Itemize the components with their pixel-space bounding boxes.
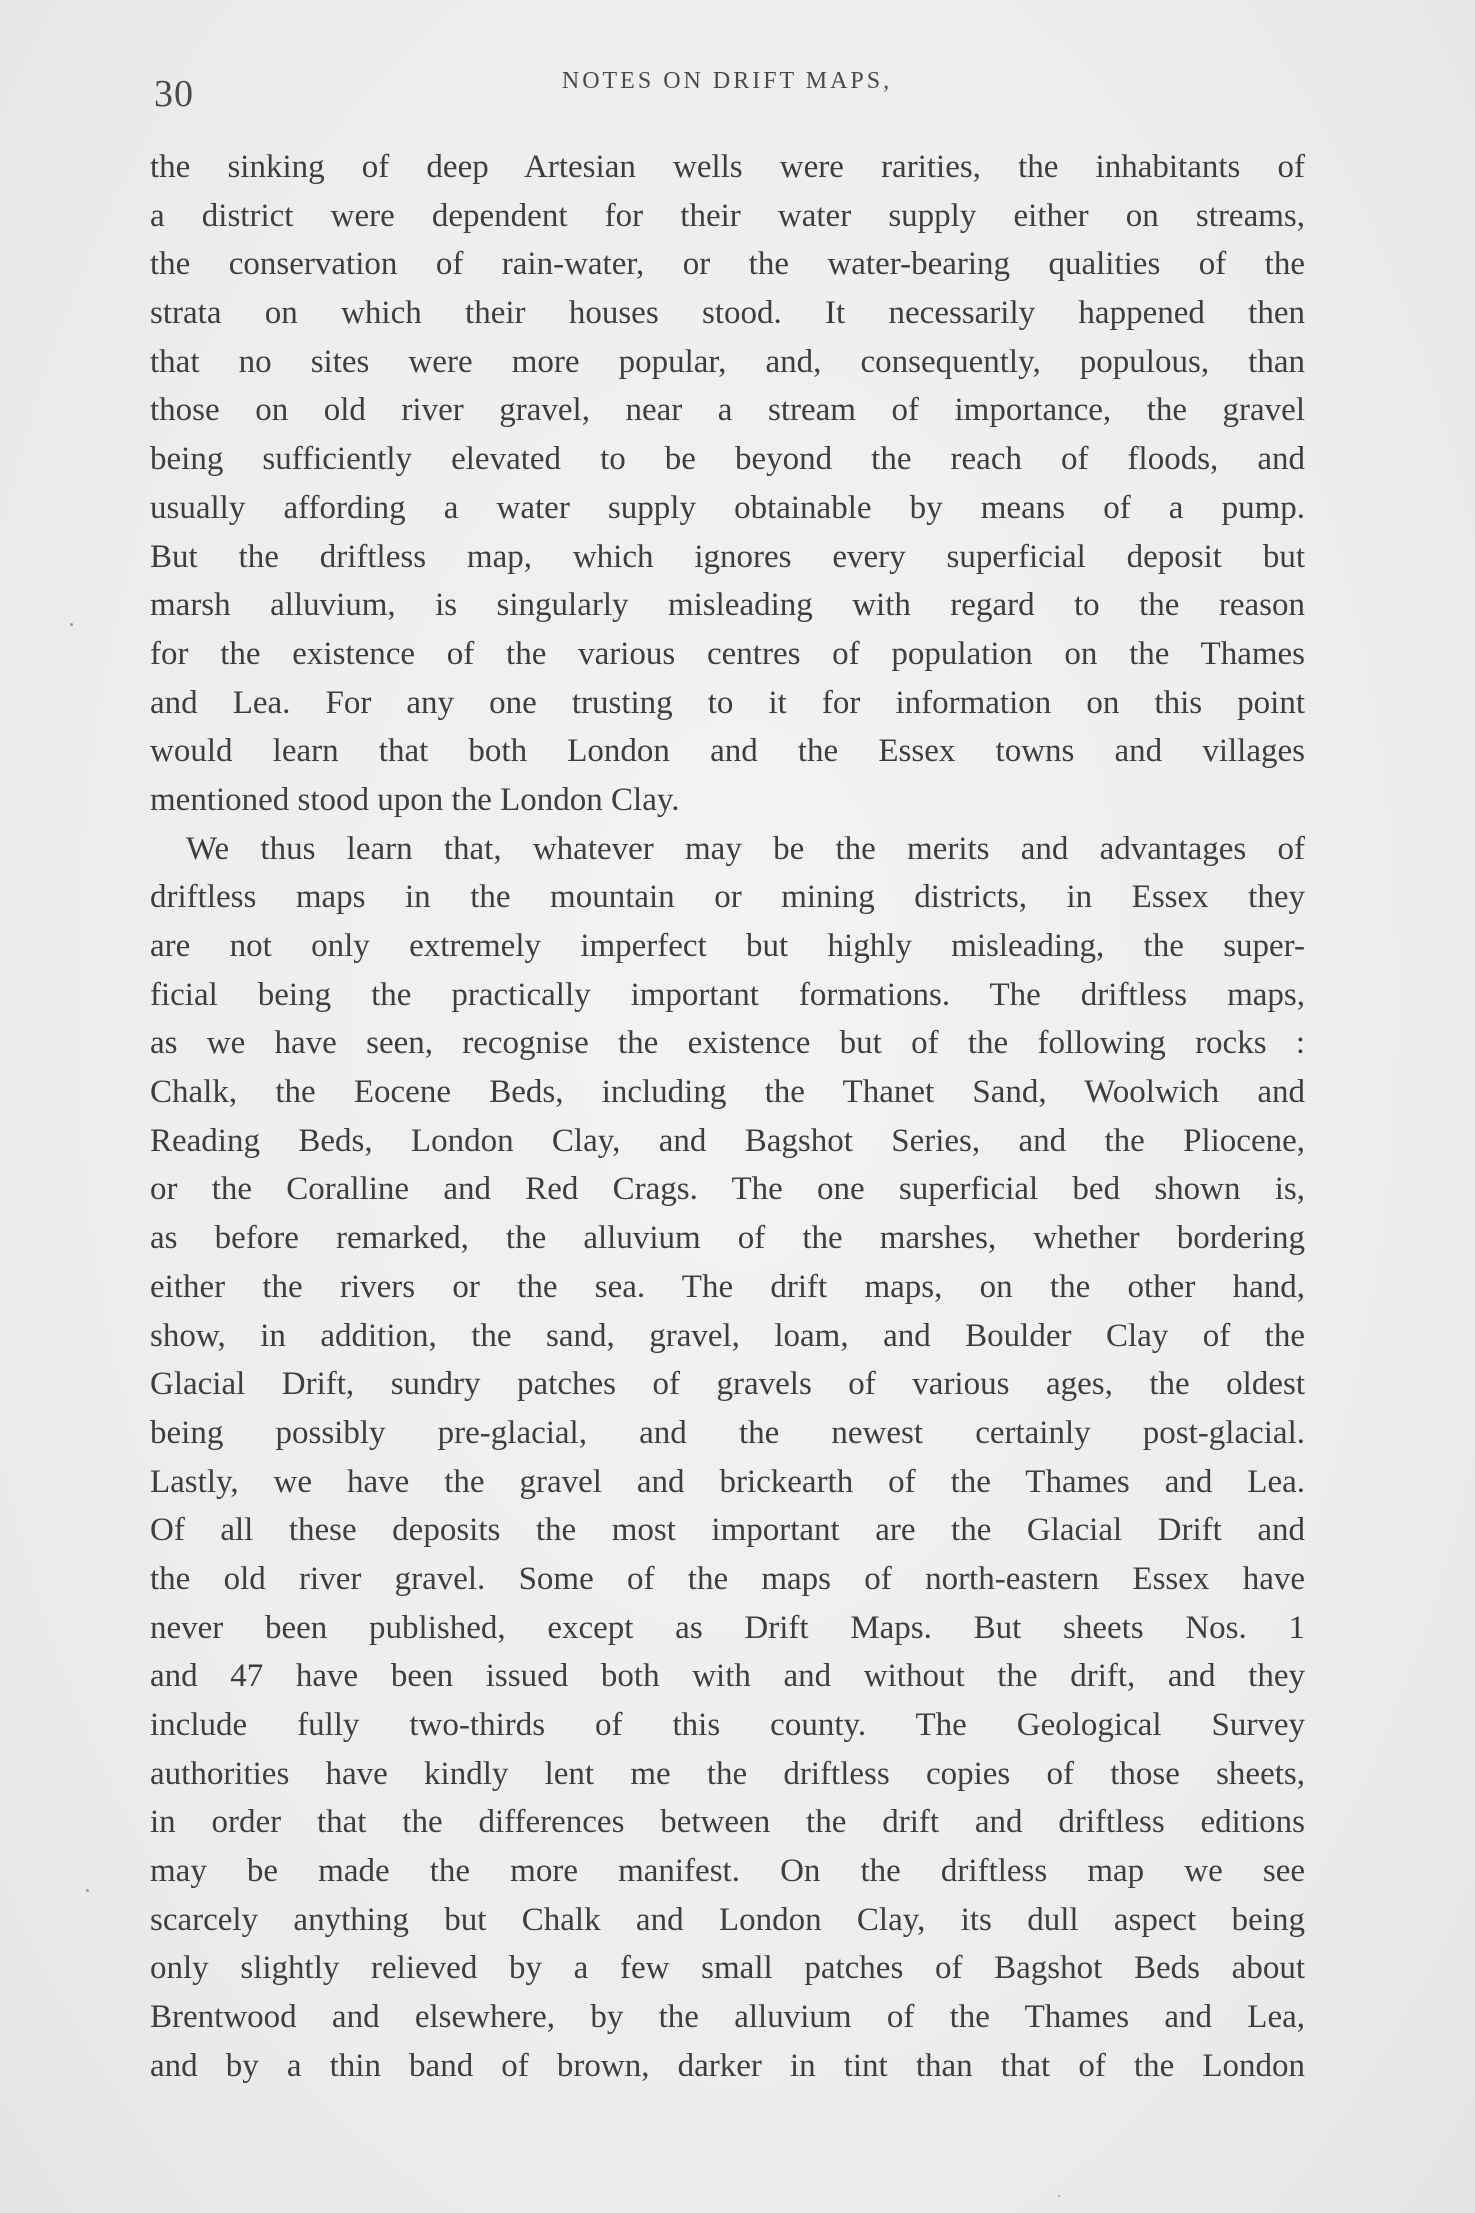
text-line: in order that the differences between the drift and driftless editions bbox=[150, 1804, 1305, 1841]
text-line: show, in addition, the sand, gravel, loam, and Boulder Clay of the bbox=[150, 1317, 1305, 1354]
text-line: Of all these deposits the most important are the Glacial Drift and bbox=[150, 1512, 1305, 1549]
text-line: that no sites were more popular, and, consequently, populous, than bbox=[150, 343, 1305, 380]
text-line: only slightly relieved by a few small patches of Bagshot Beds about bbox=[150, 1950, 1305, 1987]
text-line: as we have seen, recognise the existence but of the following rocks : bbox=[150, 1025, 1305, 1062]
running-head: NOTES ON DRIFT MAPS, bbox=[561, 68, 893, 94]
text-line: usually affording a water supply obtainable by means of a pump. bbox=[150, 489, 1305, 526]
page-header bbox=[148, 62, 1306, 122]
text-line: scarcely anything but Chalk and London Clay, its dull aspect being bbox=[150, 1901, 1305, 1938]
text-line: We thus learn that, whatever may be the merits and advantages of bbox=[186, 830, 1305, 867]
text-line: authorities have kindly lent me the driftless copies of those sheets, bbox=[150, 1755, 1305, 1792]
text-line: ficial being the practically important formations. The driftless maps, bbox=[150, 976, 1305, 1013]
page-number: 30 bbox=[154, 73, 194, 115]
text-line: never been published, except as Drift Maps. But sheets Nos. 1 bbox=[150, 1609, 1305, 1646]
text-line: as before remarked, the alluvium of the marshes, whether bordering bbox=[150, 1220, 1305, 1257]
text-line: the old river gravel. Some of the maps of north-eastern Essex have bbox=[150, 1560, 1305, 1597]
text-line: a district were dependent for their water supply either on streams, bbox=[150, 197, 1305, 234]
body-text bbox=[150, 143, 1305, 2091]
text-line: Reading Beds, London Clay, and Bagshot Series, and the Pliocene, bbox=[150, 1122, 1305, 1159]
text-line: driftless maps in the mountain or mining districts, in Essex they bbox=[150, 879, 1305, 916]
text-line: Glacial Drift, sundry patches of gravels of various ages, the oldest bbox=[150, 1366, 1305, 1403]
paper-speck bbox=[86, 1889, 89, 1892]
text-line: being possibly pre-glacial, and the newest certainly post-glacial. bbox=[150, 1414, 1305, 1451]
text-line: for the existence of the various centres of population on the Thames bbox=[150, 635, 1305, 672]
text-line: Lastly, we have the gravel and brickearth of the Thames and Lea. bbox=[150, 1463, 1305, 1500]
text-line: being sufficiently elevated to be beyond the reach of floods, and bbox=[150, 441, 1305, 478]
text-line: either the rivers or the sea. The drift maps, on the other hand, bbox=[150, 1268, 1305, 1305]
text-line: would learn that both London and the Essex towns and villages bbox=[150, 733, 1305, 770]
text-line: strata on which their houses stood. It necessarily happened then bbox=[150, 295, 1305, 332]
text-line: the conservation of rain-water, or the water-bearing qualities of the bbox=[150, 246, 1305, 283]
text-line: and 47 have been issued both with and without the drift, and they bbox=[150, 1658, 1305, 1695]
text-line: or the Coralline and Red Crags. The one superficial bed shown is, bbox=[150, 1171, 1305, 1208]
text-line: include fully two-thirds of this county. The Geological Survey bbox=[150, 1707, 1305, 1743]
text-line: and by a thin band of brown, darker in tint than that of the London bbox=[150, 2047, 1305, 2084]
text-line: Brentwood and elsewhere, by the alluvium of the Thames and Lea, bbox=[150, 1999, 1305, 2036]
text-line: But the driftless map, which ignores every superficial deposit but bbox=[150, 538, 1305, 575]
text-line: are not only extremely imperfect but highly misleading, the super- bbox=[150, 928, 1305, 964]
paper-speck bbox=[70, 623, 73, 626]
text-line: may be made the more manifest. On the driftless map we see bbox=[150, 1853, 1305, 1890]
text-line: and Lea. For any one trusting to it for information on this point bbox=[150, 684, 1305, 721]
text-line: the sinking of deep Artesian wells were rarities, the inhabitants of bbox=[150, 149, 1305, 185]
text-line: marsh alluvium, is singularly misleading with regard to the reason bbox=[150, 587, 1305, 624]
text-line: mentioned stood upon the London Clay. bbox=[150, 781, 680, 818]
text-line: those on old river gravel, near a stream of importance, the gravel bbox=[150, 392, 1305, 429]
text-line: Chalk, the Eocene Beds, including the Thanet Sand, Woolwich and bbox=[150, 1074, 1305, 1111]
paper-speck bbox=[1058, 2195, 1060, 2197]
